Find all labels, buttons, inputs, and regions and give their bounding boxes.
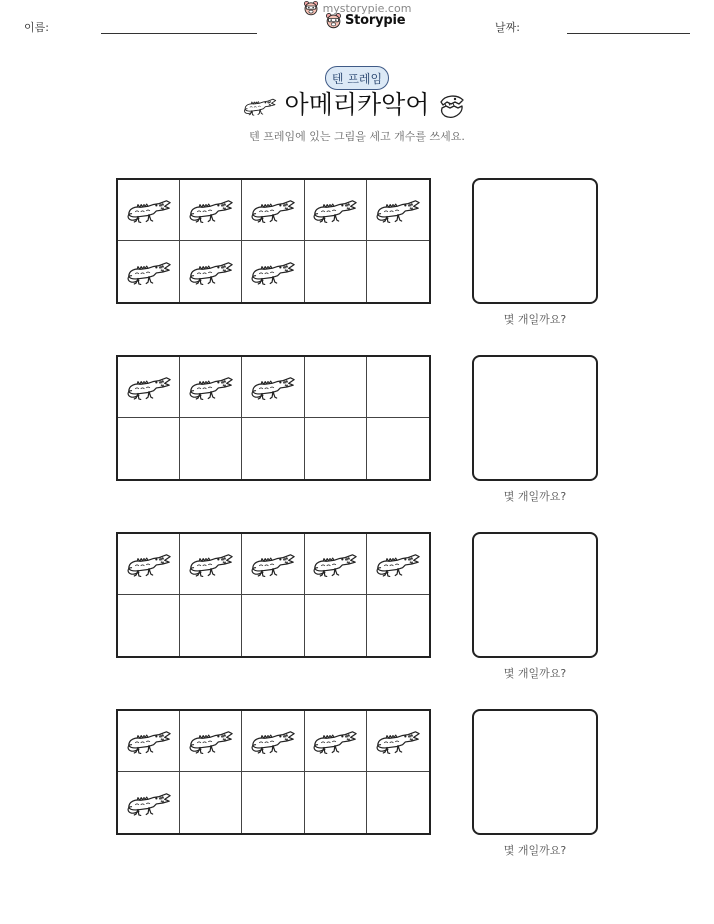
ten-frame-cell bbox=[242, 418, 304, 479]
ten-frame-cell bbox=[305, 595, 367, 656]
ten-frame-cell bbox=[180, 241, 242, 302]
ten-frame-cell bbox=[180, 595, 242, 656]
answer-box[interactable] bbox=[472, 355, 598, 481]
alligator-icon bbox=[375, 194, 421, 226]
bear-mascot-icon bbox=[325, 12, 342, 29]
topic-badge: 텐 프레임 bbox=[325, 66, 389, 90]
ten-frame bbox=[116, 355, 431, 481]
ten-frame-cell bbox=[180, 357, 242, 418]
alligator-icon bbox=[126, 371, 172, 403]
footer-url: mystorypie.com bbox=[322, 1, 412, 15]
bear-mascot-icon bbox=[303, 0, 319, 16]
answer-box[interactable] bbox=[472, 178, 598, 304]
alligator-icon bbox=[375, 725, 421, 757]
ten-frame-cell bbox=[305, 241, 367, 302]
alligator-icon bbox=[188, 194, 234, 226]
alligator-icon bbox=[188, 371, 234, 403]
date-line[interactable] bbox=[567, 33, 690, 34]
page-title: 아메리카악어 bbox=[284, 90, 430, 119]
ten-frame-cell bbox=[242, 772, 304, 833]
ten-frame-cell bbox=[367, 534, 429, 595]
ten-frame-cell bbox=[305, 418, 367, 479]
ten-frame-cell bbox=[180, 711, 242, 772]
ten-frame-cell bbox=[242, 241, 304, 302]
ten-frame-cell bbox=[305, 180, 367, 241]
ten-frame-cell bbox=[367, 180, 429, 241]
alligator-icon bbox=[250, 194, 296, 226]
alligator-icon bbox=[126, 256, 172, 288]
ten-frame-cell bbox=[305, 534, 367, 595]
alligator-icon bbox=[188, 548, 234, 580]
date-label: 날짜: bbox=[495, 21, 520, 34]
ten-frame-cell bbox=[118, 772, 180, 833]
answer-box[interactable] bbox=[472, 532, 598, 658]
ten-frame-cell bbox=[180, 534, 242, 595]
ten-frame-cell bbox=[118, 711, 180, 772]
name-line[interactable] bbox=[101, 33, 257, 34]
name-label: 이름: bbox=[24, 21, 49, 34]
alligator-icon bbox=[126, 787, 172, 819]
ten-frame-cell bbox=[367, 772, 429, 833]
alligator-icon bbox=[312, 194, 358, 226]
alligator-icon bbox=[126, 725, 172, 757]
answer-box[interactable] bbox=[472, 709, 598, 835]
ten-frame-cell bbox=[242, 534, 304, 595]
ten-frame-cell bbox=[242, 357, 304, 418]
ten-frame-cell bbox=[367, 357, 429, 418]
alligator-icon bbox=[312, 725, 358, 757]
ten-frame bbox=[116, 532, 431, 658]
ten-frame-cell bbox=[118, 180, 180, 241]
ten-frame-cell bbox=[118, 357, 180, 418]
instruction: 텐 프레임에 있는 그림을 세고 개수를 쓰세요. bbox=[249, 130, 465, 143]
ten-frame-cell bbox=[242, 711, 304, 772]
alligator-icon bbox=[250, 371, 296, 403]
brand-logo bbox=[325, 12, 405, 29]
ten-frame-cell bbox=[367, 711, 429, 772]
ten-frame bbox=[116, 709, 431, 835]
alligator-icon bbox=[375, 548, 421, 580]
ten-frame-cell bbox=[180, 772, 242, 833]
alligator-icon bbox=[250, 725, 296, 757]
ten-frame-cell bbox=[305, 357, 367, 418]
ten-frame-cell bbox=[118, 595, 180, 656]
ten-frame-cell bbox=[367, 418, 429, 479]
alligator-icon bbox=[312, 548, 358, 580]
ten-frame bbox=[116, 178, 431, 304]
question-label: 몇 개일까요? bbox=[503, 844, 567, 857]
alligator-icon bbox=[188, 256, 234, 288]
ten-frame-cell bbox=[242, 595, 304, 656]
ten-frame-cell bbox=[118, 534, 180, 595]
question-label: 몇 개일까요? bbox=[503, 313, 567, 326]
alligator-head-icon bbox=[437, 92, 467, 122]
question-label: 몇 개일까요? bbox=[503, 490, 567, 503]
alligator-icon bbox=[250, 256, 296, 288]
alligator-icon bbox=[126, 548, 172, 580]
question-label: 몇 개일까요? bbox=[503, 667, 567, 680]
ten-frame-cell bbox=[367, 595, 429, 656]
alligator-icon bbox=[126, 194, 172, 226]
alligator-icon bbox=[250, 548, 296, 580]
alligator-icon bbox=[188, 725, 234, 757]
ten-frame-cell bbox=[305, 711, 367, 772]
ten-frame-cell bbox=[118, 418, 180, 479]
ten-frame-cell bbox=[367, 241, 429, 302]
ten-frame-cell bbox=[180, 418, 242, 479]
ten-frame-cell bbox=[305, 772, 367, 833]
brand-name: Storypie bbox=[345, 13, 406, 28]
ten-frame-cell bbox=[180, 180, 242, 241]
ten-frame-cell bbox=[118, 241, 180, 302]
ten-frame-cell bbox=[242, 180, 304, 241]
